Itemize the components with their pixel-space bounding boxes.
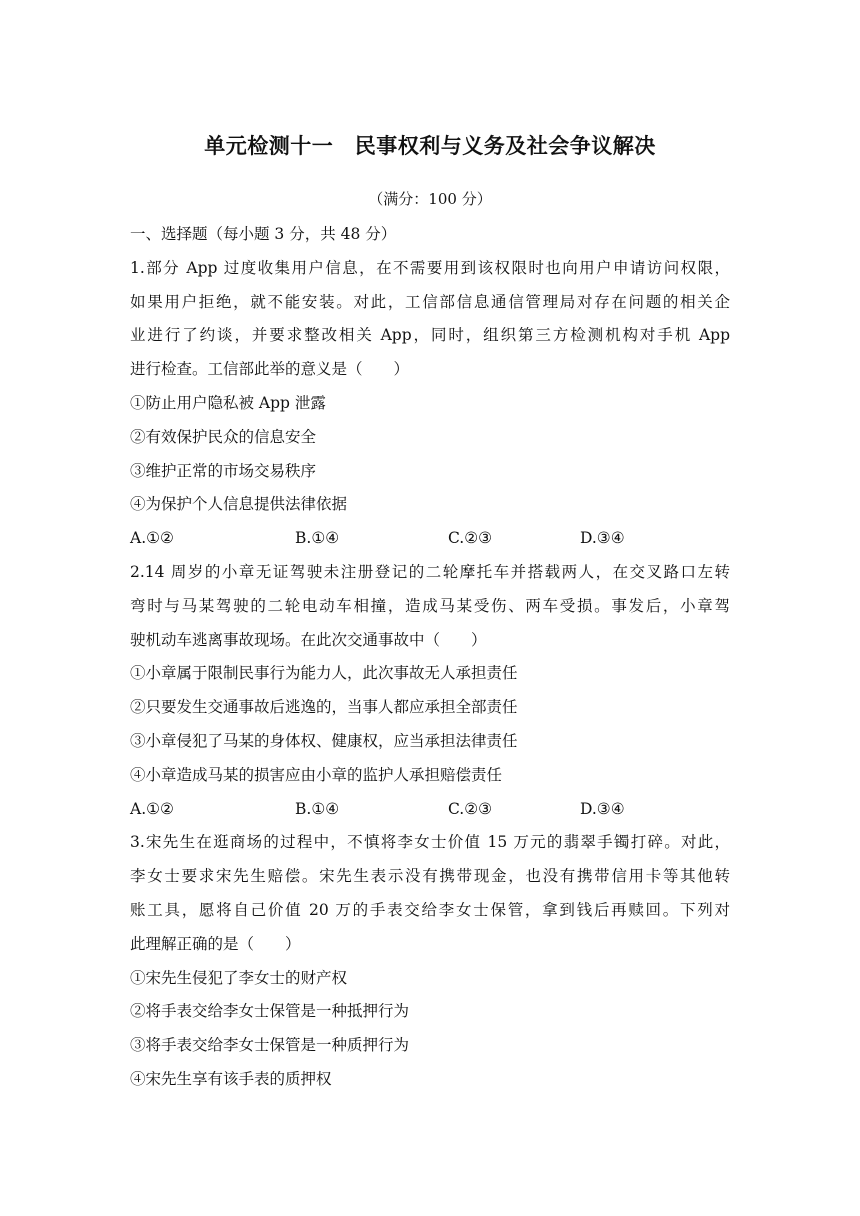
- question-1-statement-1: ①防止用户隐私被 App 泄露: [130, 393, 326, 412]
- section-heading: 一、选择题（每小题 3 分，共 48 分）: [130, 225, 397, 243]
- question-2-statement-4: ④小章造成马某的损害应由小章的监护人承担赔偿责任: [130, 765, 503, 784]
- question-1-statement-3: ③维护正常的市场交易秩序: [130, 461, 317, 480]
- question-1-option-a: A.①②: [130, 529, 174, 548]
- question-1-line-2: 如果用户拒绝，就不能安装。对此，工信部信息通信管理局对存在问题的相关企: [130, 292, 730, 311]
- question-3-statement-4: ④宋先生享有该手表的质押权: [130, 1069, 332, 1088]
- question-1-line-3: 业进行了约谈，并要求整改相关 App，同时，组织第三方检测机构对手机 App: [130, 326, 730, 345]
- question-3-line-4: 此理解正确的是（ ）: [130, 934, 301, 953]
- question-2-line-2: 弯时与马某驾驶的二轮电动车相撞，造成马某受伤、两车受损。事发后，小章驾: [130, 596, 730, 615]
- question-1-option-c: C.②③: [448, 529, 493, 548]
- question-2-line-3: 驶机动车逃离事故现场。在此次交通事故中（ ）: [130, 630, 487, 649]
- question-2: [130, 556, 730, 826]
- question-3-line-2: 李女士要求宋先生赔偿。宋先生表示没有携带现金，也没有携带信用卡等其他转: [130, 867, 730, 886]
- question-2-option-d: D.③④: [580, 799, 625, 818]
- page-subtitle: （满分：100 分）: [368, 190, 492, 208]
- question-3: [130, 826, 730, 1096]
- question-1-line-1: 1.部分 App 过度收集用户信息，在不需要用到该权限时也向用户申请访问权限，: [130, 258, 730, 277]
- page-title: 单元检测十一 民事权利与义务及社会争议解决: [204, 134, 656, 158]
- question-3-statement-3: ③将手表交给李女士保管是一种质押行为: [130, 1036, 410, 1055]
- question-1: [130, 252, 730, 556]
- question-1-option-d: D.③④: [580, 529, 625, 548]
- question-1-statement-2: ②有效保护民众的信息安全: [130, 427, 317, 446]
- question-3-line-1: 3.宋先生在逛商场的过程中，不慎将李女士价值 15 万元的翡翠手镯打碎。对此，: [130, 833, 730, 852]
- question-1-line-4: 进行检查。工信部此举的意义是（ ）: [130, 360, 410, 379]
- question-2-statement-2: ②只要发生交通事故后逃逸的，当事人都应承担全部责任: [130, 698, 518, 717]
- question-2-options: [130, 793, 730, 827]
- question-2-line-1: 2.14 周岁的小章无证驾驶未注册登记的二轮摩托车并搭载两人，在交叉路口左转: [130, 562, 730, 581]
- question-3-line-3: 账工具，愿将自己价值 20 万的手表交给李女士保管，拿到钱后再赎回。下列对: [130, 900, 730, 919]
- exam-content: [130, 218, 730, 1097]
- question-2-option-a: A.①②: [130, 799, 174, 818]
- question-3-statement-1: ①宋先生侵犯了李女士的财产权: [130, 968, 348, 987]
- question-2-option-c: C.②③: [448, 799, 493, 818]
- question-2-statement-1: ①小章属于限制民事行为能力人，此次事故无人承担责任: [130, 664, 518, 683]
- question-1-options: [130, 522, 730, 556]
- question-2-option-b: B.①④: [295, 799, 340, 818]
- question-3-statement-2: ②将手表交给李女士保管是一种抵押行为: [130, 1002, 410, 1021]
- question-1-statement-4: ④为保护个人信息提供法律依据: [130, 495, 348, 514]
- question-2-statement-3: ③小章侵犯了马某的身体权、健康权，应当承担法律责任: [130, 731, 518, 750]
- question-1-option-b: B.①④: [295, 529, 340, 548]
